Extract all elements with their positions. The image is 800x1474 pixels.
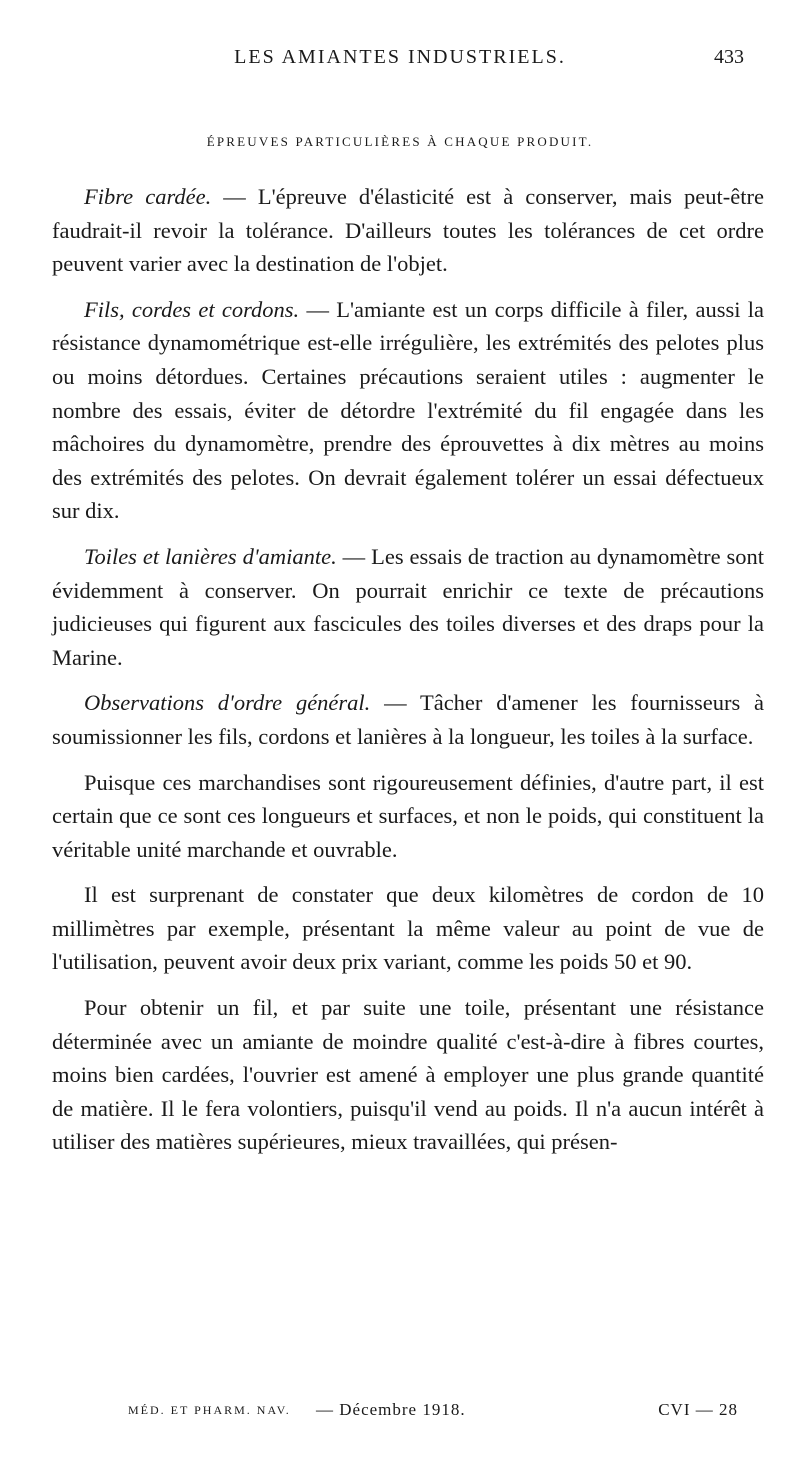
paragraph-text: — L'amiante est un corps difficile à filer, aussi la résistance dynamométrique est-elle irrégulière, les extrémités des pelotes plus ou moins détordues. Certaines précautions seraient utiles : augmenter le nombre des essais, éviter de détordre l'extrémité du fil engagée dans les mâchoires du dynamomètre, prendre des éprouvettes à dix mètres au moins des extrémités des pelotes. On devrait également tolérer un essai défectueux sur dix. [52, 296, 764, 524]
paragraph-text: — Les essais de traction au dynamomètre sont évidemment à conserver. On pourrait enrichir ce texte de précautions judicieuses qui figurent aux fascicules des toiles diverses et des draps pour la Marine. [52, 543, 764, 670]
body-text [52, 180, 764, 1159]
paragraph-fibre-cardee [52, 180, 764, 281]
paragraph-lead: Toiles et lanières d'amiante. [84, 543, 337, 569]
page-footer [128, 1398, 748, 1422]
paragraph-text: Puisque ces marchandises sont rigoureusement définies, d'autre part, il est certain que ce sont ces longueurs et surfaces, et non le poids, qui constituent la véritable unité marchande et ouvrable. [52, 769, 764, 862]
page-number: 433 [714, 46, 744, 68]
paragraph-text: Pour obtenir un fil, et par suite une toile, présentant une résistance déterminée avec un amiante de moindre qualité c'est-à-dire à fibres courtes, moins bien cardées, l'ouvrier est amené à employer une plus grande quantité de matière. Il le fera volontiers, puisqu'il vend au poids. Il n'a aucun intérêt à utiliser des matières supérieures, mieux travaillées, qui présen- [52, 995, 764, 1155]
running-title: LES AMIANTES INDUSTRIELS. [234, 46, 566, 68]
paragraph-observations [52, 686, 764, 753]
paragraph-surprenant [52, 878, 764, 979]
section-heading: ÉPREUVES PARTICULIÈRES À CHAQUE PRODUIT. [206, 134, 594, 149]
paragraph-fils-cordes [52, 293, 764, 528]
footer-journal: MÉD. ET PHARM. NAV. [128, 1403, 291, 1417]
paragraph-text: — Tâcher d'amener les fournisseurs à soumissionner les fils, cordons et lanières à la longueur, les toiles à la surface. [52, 690, 765, 749]
paragraph-puisque [52, 766, 764, 867]
running-head [0, 42, 800, 72]
paragraph-lead: Fils, cordes et cordons. [84, 296, 300, 322]
footer-date: — Décembre 1918. [316, 1400, 466, 1419]
paragraph-pour-obtenir [52, 991, 764, 1159]
paragraph-lead: Fibre cardée. [84, 184, 212, 209]
paragraph-toiles-lanieres [52, 540, 764, 674]
paragraph-text: Il est surprenant de constater que deux kilomètres de cordon de 10 millimètres par exemple, présentant la même valeur au point de vue de l'utilisation, peuvent avoir deux prix variant, comme les poids 50 et 90. [52, 882, 764, 975]
footer-signature: CVI — 28 [658, 1400, 738, 1419]
paragraph-lead: Observations d'ordre général. [84, 690, 371, 716]
paragraph-text: — L'épreuve d'élasticité est à conserver, mais peut-être faudrait-il revoir la tolérance. D'ailleurs toutes les tolérances de cet ordre peuvent varier avec la destination de l'objet. [52, 184, 764, 277]
